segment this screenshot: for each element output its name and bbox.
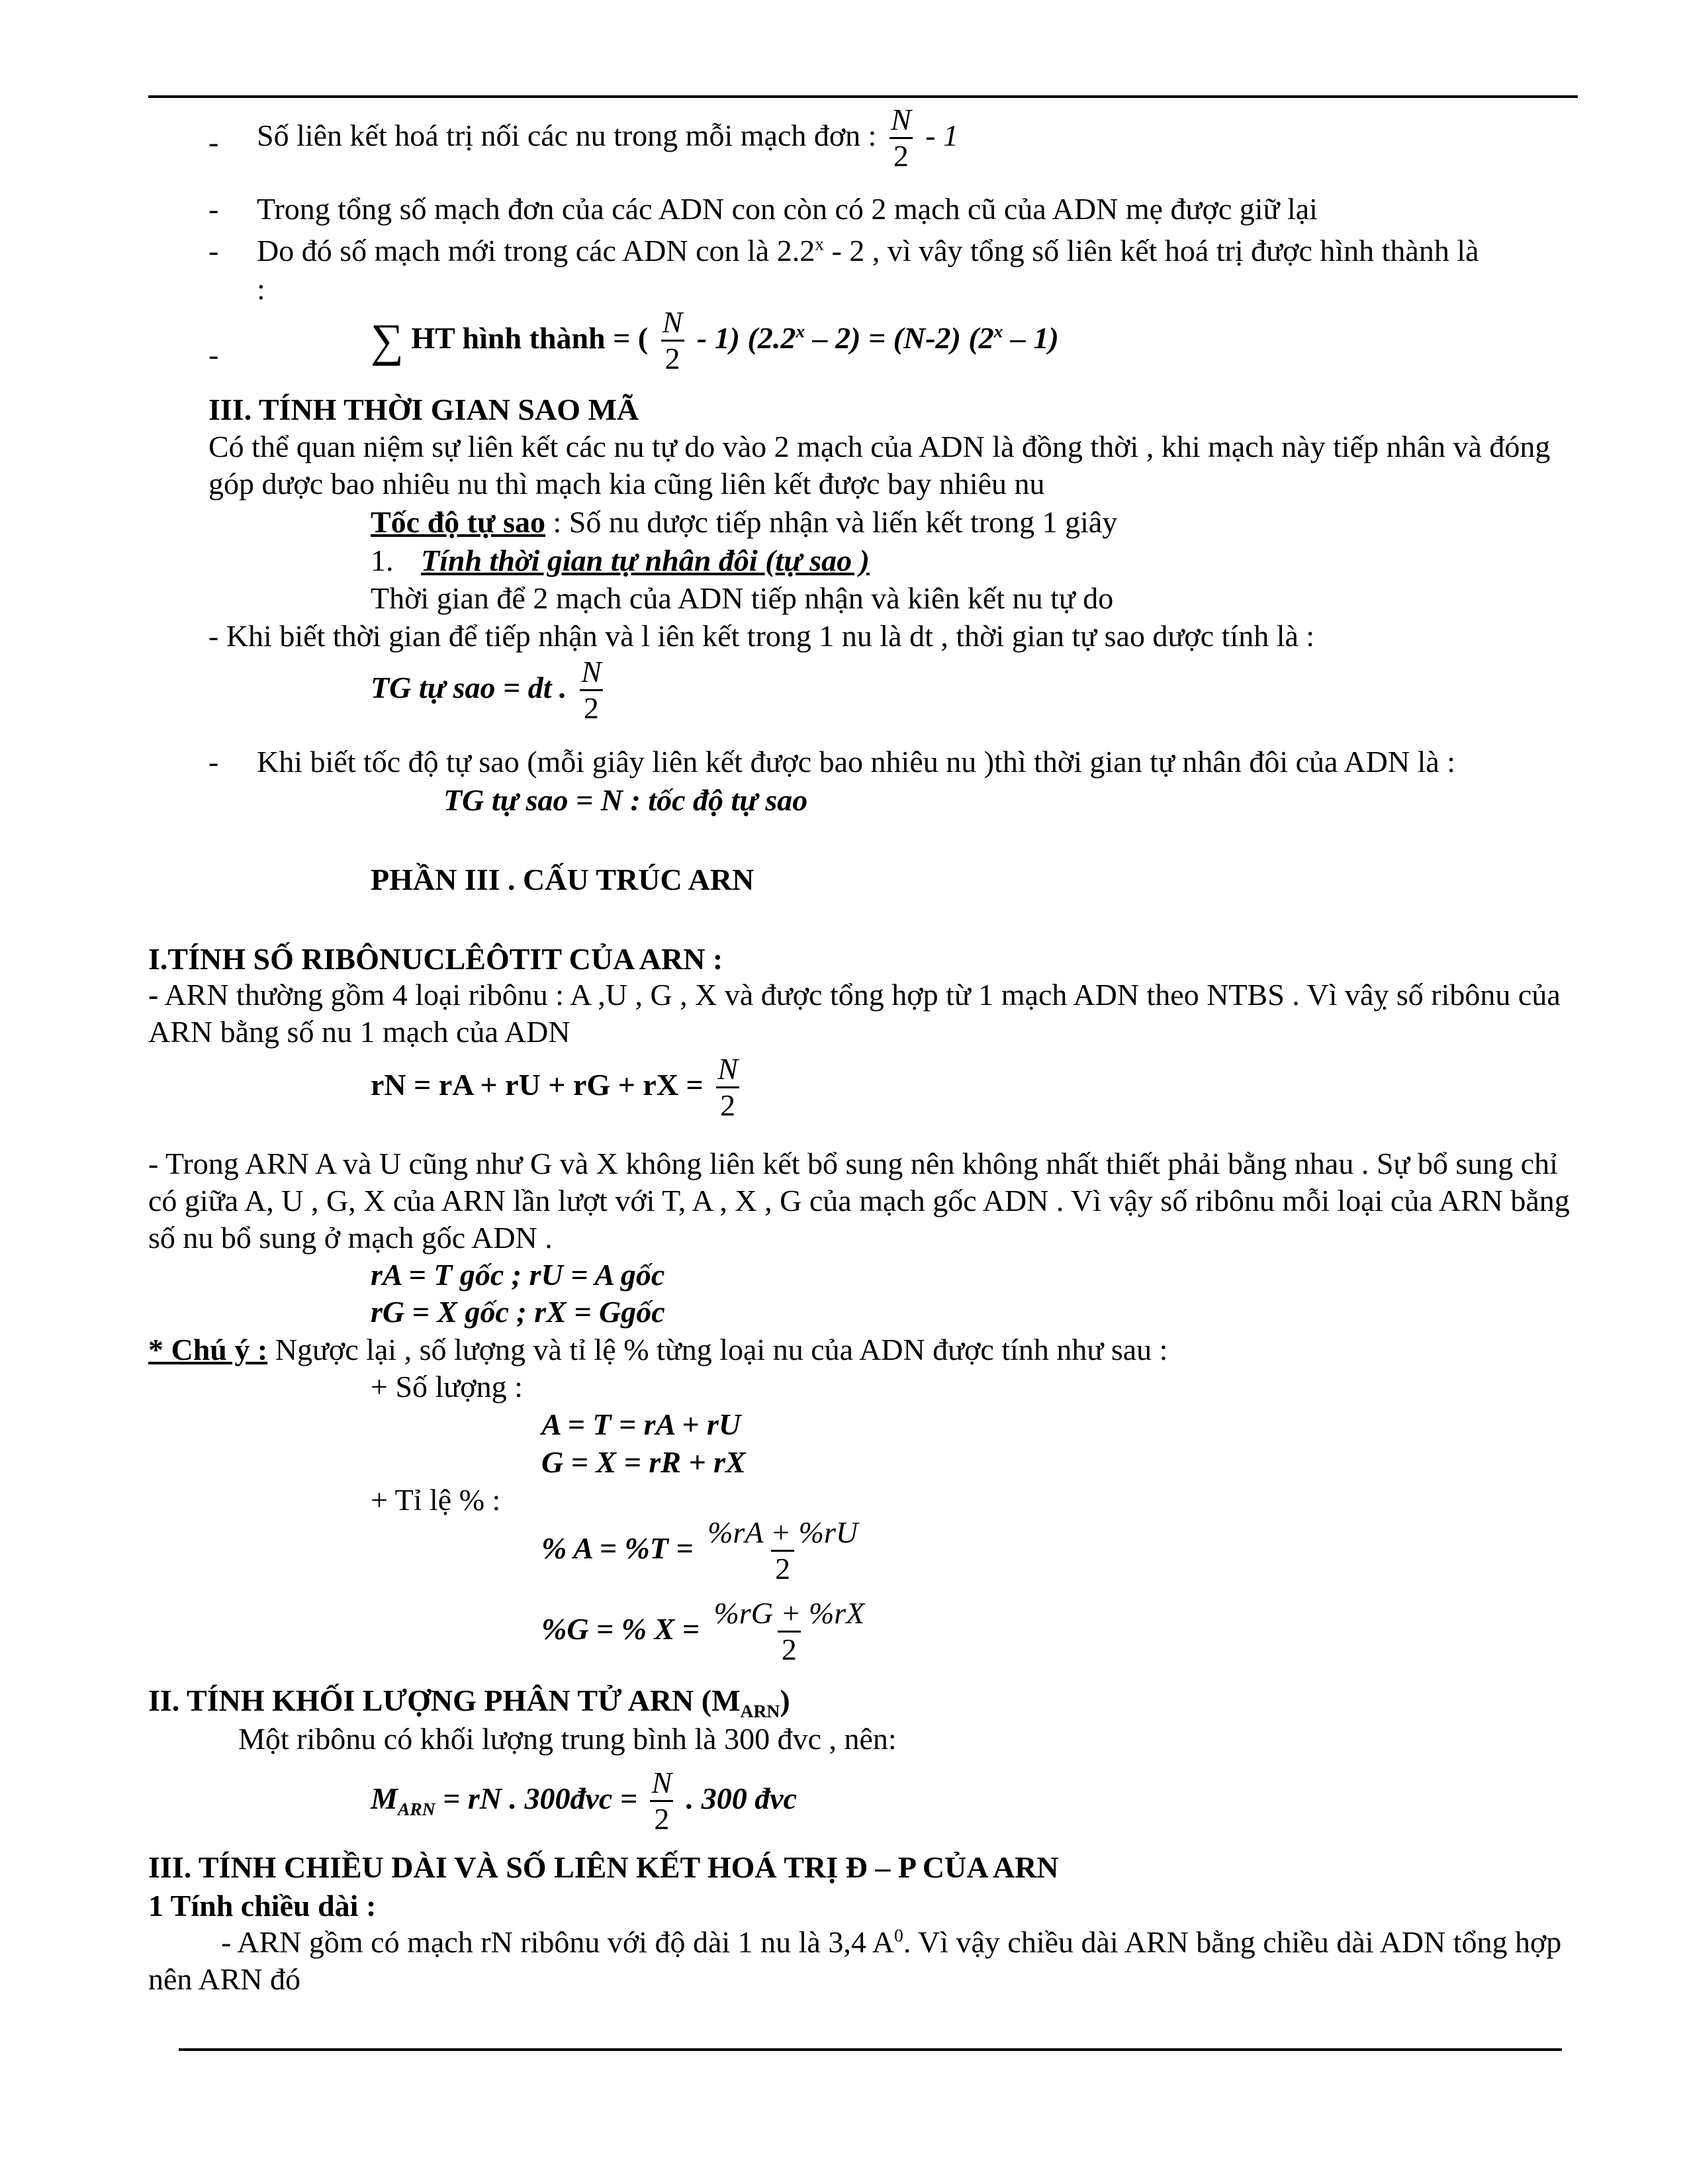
fraction-n-over-2: $\frac{N}{2}$ [887,103,915,173]
paragraph: - ARN gồm có mạch rN ribônu với độ dài 1 nu là 3,4 $A^0$. Vì vậy chiều dài ARN bằng chiều dài ADN tổng hợp nên ARN đó [148,1924,1562,1996]
section-heading: II. TÍNH KHỐI LƯỢNG PHÂN TỬ ARN $(M_{ARN})$ [148,1684,790,1722]
sum-formula: ∑ HT hình thành = ( $\frac{N}{2}$ - 1) (2.2$^x$ – 2) = (N-2) (2$^x$ – 1) [371,305,1059,375]
bullet-dash: - [208,338,219,371]
bottom-rule [179,2048,1562,2051]
fraction-n-over-2: $\frac{N}{2}$ [713,1053,742,1123]
bullet-dash: - [208,125,219,159]
case-speed-line: Khi biết tốc độ tự sao (mỗi giây liên kết được bao nhiêu nu )thì thời gian tự nhân đôi của ADN là : [257,745,1456,779]
section-heading: III. TÍNH CHIỀU DÀI VÀ SỐ LIÊN KẾT HOÁ TRỊ Đ – P CỦA ARN [148,1850,1059,1884]
note-line: * Chú ý : Ngược lại , số lượng và tỉ lệ % từng loại nu của ADN được tính như sau : [148,1333,1168,1366]
sigma-symbol: ∑ [371,315,404,367]
case-dt-line: - Khi biết thời gian để tiếp nhận và l iên kết trong 1 nu là dt , thời gian tự sao dược tính là : [208,619,1315,653]
part-title: PHẦN III . CẤU TRÚC ARN [371,863,754,896]
fraction-percent-ra-ru: $\frac{\%rA + \%rU}{2}$ [707,1515,858,1586]
bullet-dash: - [208,192,219,226]
old-strands-line: Trong tổng số mạch đơn của các ADN con còn có 2 mạch cũ của ADN mẹ được giữ lại [257,192,1318,226]
formula-rn: rN = rA + rU + rG + rX = $\frac{N}{2}$ [371,1053,745,1123]
fraction-n-over-2: $\frac{N}{2}$ [577,655,606,726]
quantity-label: + Số lượng : [371,1370,523,1403]
formula-g-x: G = X = rR + rX [541,1445,746,1479]
formula-m-arn: $M_{ARN}$ = rN . 300đvc = $\frac{N}{2}$ . 300 đvc [371,1766,798,1836]
ratio-label: + Tỉ lệ % : [371,1483,501,1517]
bullet-dash: - [208,234,219,267]
time-definition: Thời gian để 2 mạch của ADN tiếp nhận và kiên kết nu tự do [371,581,1114,615]
numbered-item: 1. Tính thời gian tự nhân đôi (tự sao ) [371,544,870,577]
formula-rg-rx: rG = X gốc ; rX = Ggốc [371,1295,665,1329]
section-heading: III. TÍNH THỜI GIAN SAO MÃ [208,393,639,426]
bond-count-line [257,103,958,173]
new-strands-line: Do đó số mạch mới trong các ADN con là 2.2$^x$ - 2 , vì vây tổng số liên kết hoá trị được hình thành là [257,233,1479,267]
top-rule [148,95,1578,98]
formula-a-t: A = T = rA + rU [541,1407,741,1441]
colon: : [257,272,265,306]
fraction-percent-rg-rx: $\frac{\%rG + \%rX}{2}$ [713,1596,865,1666]
fraction-n-over-2: $\frac{N}{2}$ [648,1766,676,1836]
formula-ra-ru: rA = T gốc ; rU = A gốc [371,1258,665,1292]
minus-one: - 1 [925,118,958,152]
speed-definition: Tốc độ tự sao : Số nu dược tiếp nhận và liến kết trong 1 giây [371,505,1118,539]
paragraph: Một ribônu có khối lượng trung bình là 300 đvc , nên: [238,1722,897,1756]
subsection-heading: 1 Tính chiều dài : [148,1889,377,1923]
fraction-n-over-2: $\frac{N}{2}$ [659,306,687,376]
formula-percent-g: %G = % X = $\frac{\%rG + \%rX}{2}$ [541,1597,871,1667]
formula-tg-dt: TG tự sao = dt . $\frac{N}{2}$ [371,655,608,726]
bullet-dash: - [208,745,219,779]
bond-count-text: Số liên kết hoá trị nối các nu trong mỗi mạch đơn : [257,118,877,152]
section-heading: I.TÍNH SỐ RIBÔNUCLÊÔTIT CỦA ARN : [148,942,723,976]
paragraph: - ARN thường gồm 4 loại ribônu : A ,U , G , X và được tổng hợp từ 1 mạch ADN theo NTBS . Vì vâỵ số ribônu của ARN bằng số nu 1 mạch của ADN [148,978,1561,1049]
formula-tg-speed: TG tự sao = N : tốc độ tự sao [443,783,808,817]
paragraph: Có thể quan niệm sự liên kết các nu tự do vào 2 mạch của ADN là đồng thời , khi mạch này tiếp nhân và đóng góp dược bao nhiêu nu thì mạch kia cũng liên kết được bay nhiêu nu [208,430,1551,500]
paragraph: - Trong ARN A và U cũng như G và X không liên kết bổ sung nên không nhất thiết phải bằng nhau . Sự bổ sung chỉ có giữa A, U , G, X của ARN lần lượt với T, A , X , G của mạch gốc ADN . Vì vậy số ribônu mỗi loại của ARN bằng số nu bổ sung ở mạch gốc ADN . [148,1147,1570,1255]
formula-percent-a: % A = %T = $\frac{\%rA + \%rU}{2}$ [541,1516,864,1586]
